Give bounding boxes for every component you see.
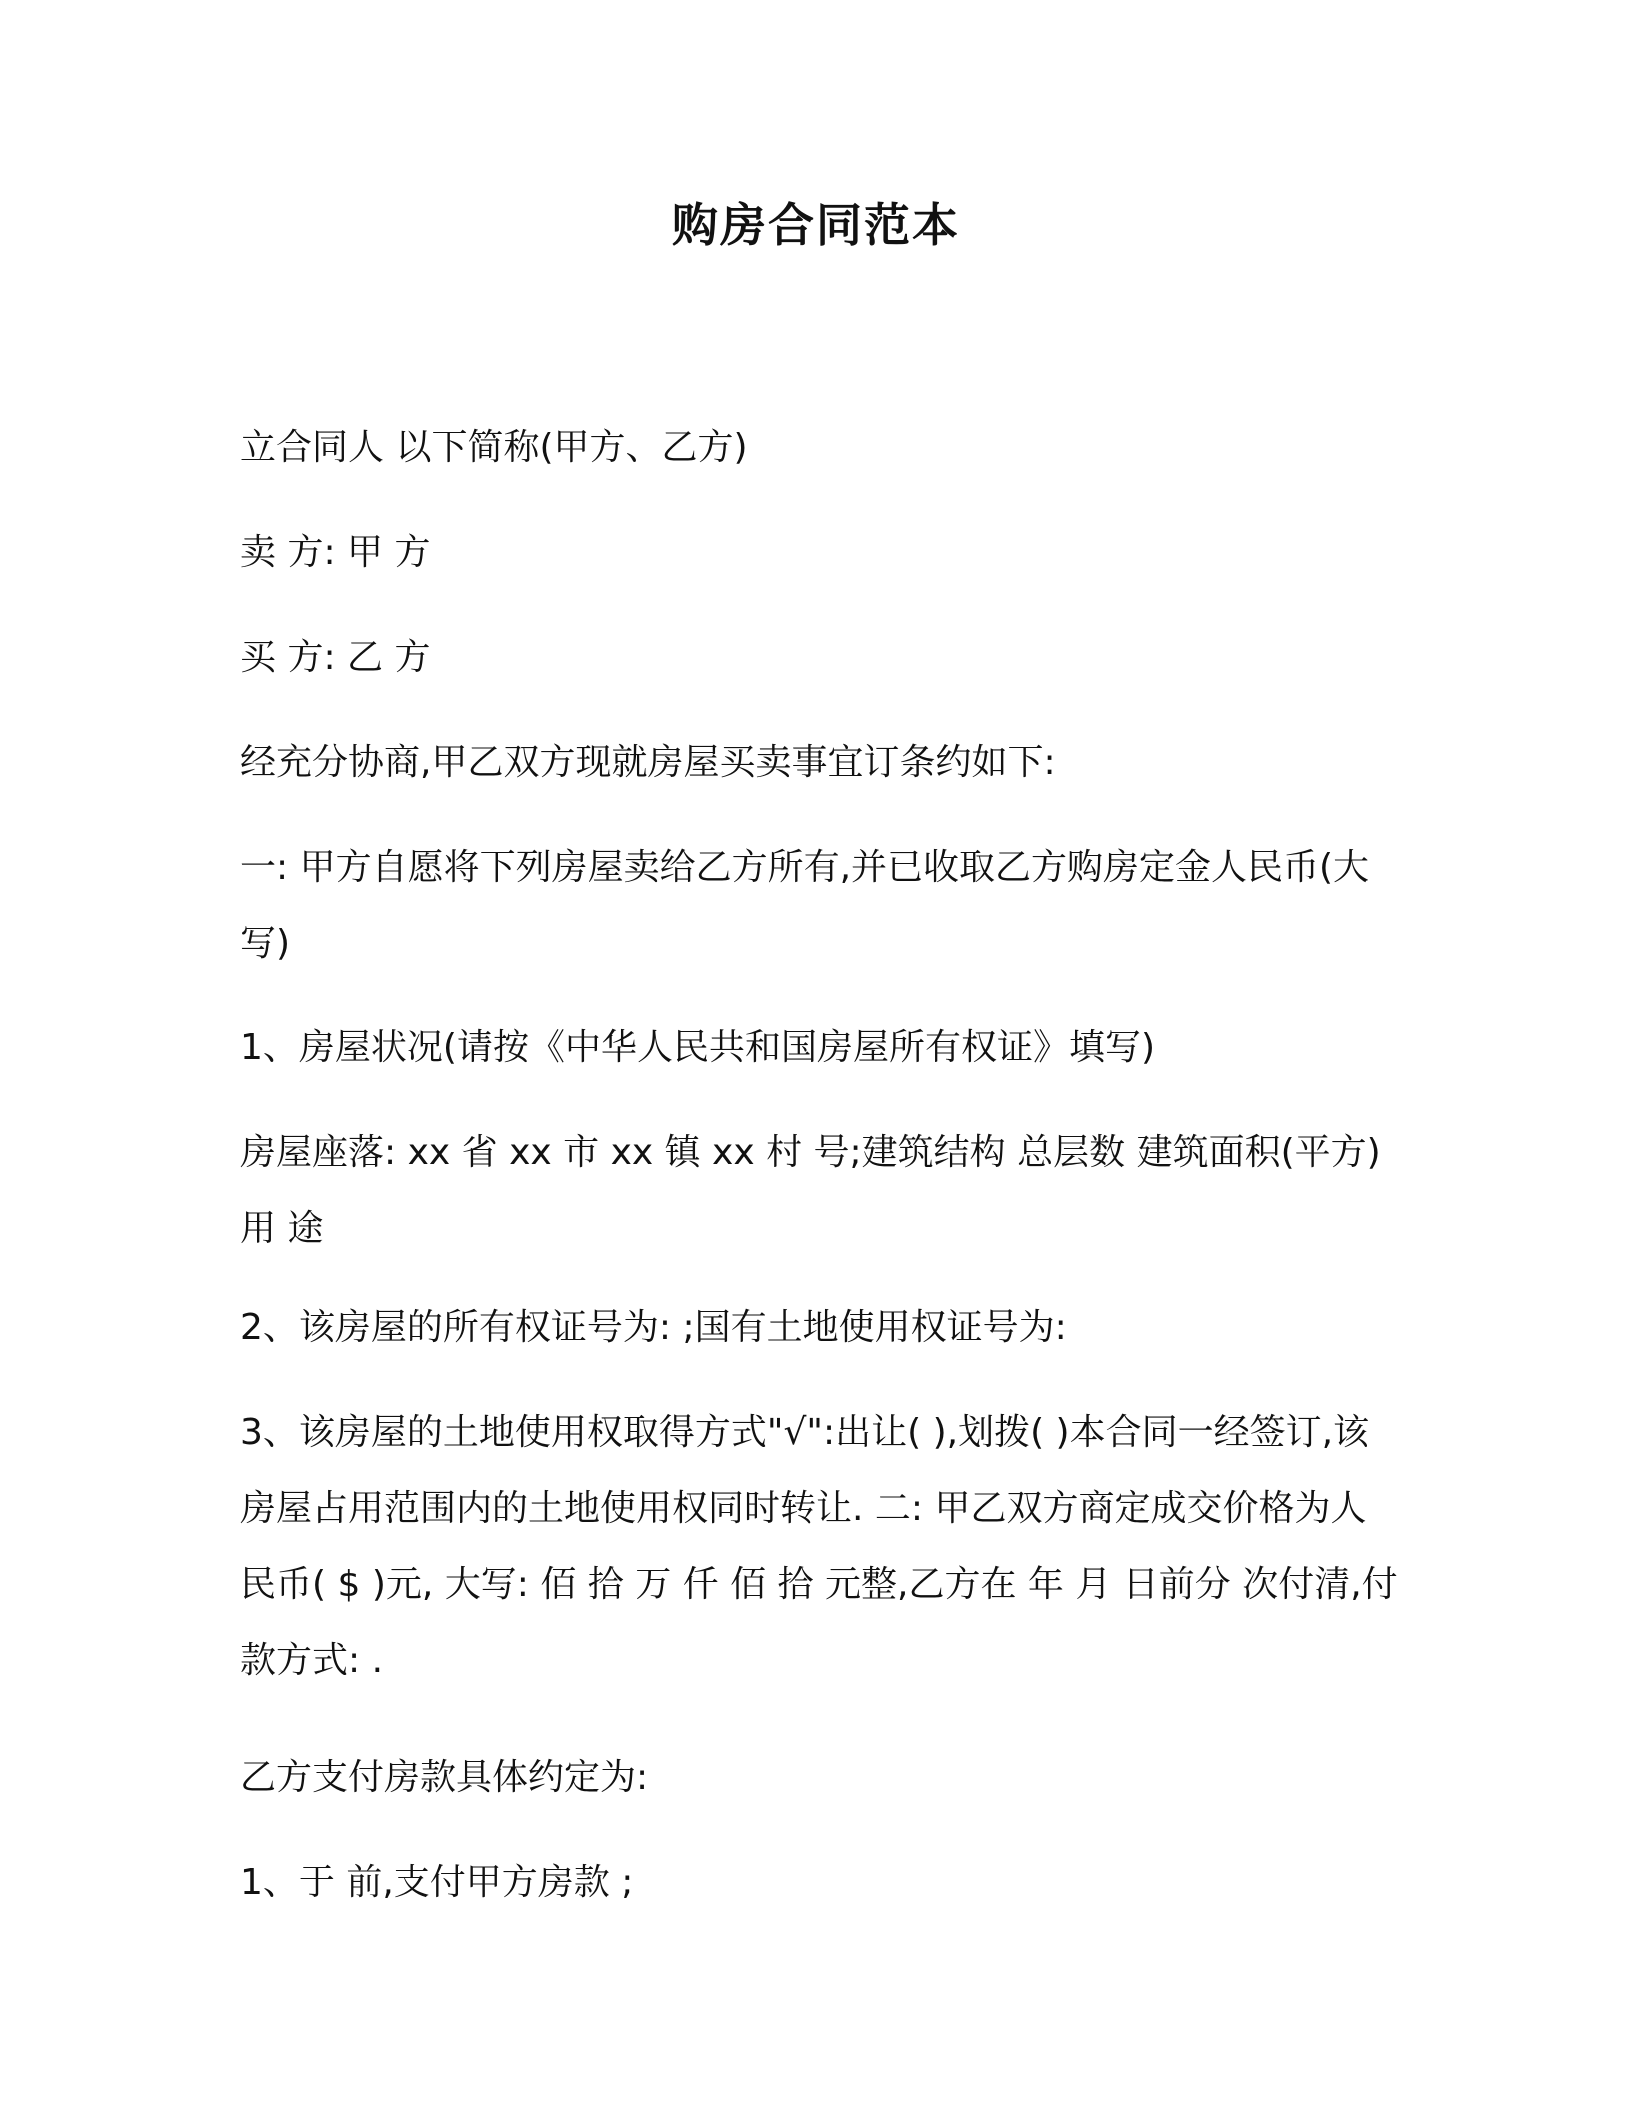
paragraph-payment-item-one: 1、于 前,支付甲方房款 ;: [240, 1862, 634, 1903]
paragraph-house-location: 房屋座落: xx 省 xx 市 xx 镇 xx 村 号;建筑结构 总层数 建筑面积(平方)用 途: [240, 1132, 1381, 1249]
paragraph-agreement-intro: 经充分协商,甲乙双方现就房屋买卖事宜订条约如下:: [240, 742, 1056, 783]
document-title: 购房合同范本: [672, 198, 960, 252]
paragraph-land-use-and-price: 3、该房屋的土地使用权取得方式"√":出让( ),划拨( )本合同一经签订,该房屋占用范围内的土地使用权同时转让. 二: 甲乙双方商定成交价格为人民币( $ )元, 大写: 佰 拾 万 仟 佰 拾 元整,乙方在 年 月 日前分 次付清,付款方式: .: [240, 1412, 1398, 1681]
paragraph-ownership-certificate: 2、该房屋的所有权证号为: ;国有土地使用权证号为:: [240, 1307, 1067, 1348]
paragraph-payment-terms: 乙方支付房款具体约定为:: [240, 1757, 649, 1798]
paragraph-clause-one: 一: 甲方自愿将下列房屋卖给乙方所有,并已收取乙方购房定金人民币(大写): [240, 847, 1370, 964]
paragraph-buyer: 买 方: 乙 方: [240, 637, 431, 678]
paragraph-seller: 卖 方: 甲 方: [240, 532, 431, 573]
paragraph-parties: 立合同人 以下简称(甲方、乙方): [240, 427, 748, 468]
paragraph-house-status: 1、房屋状况(请按《中华人民共和国房屋所有权证》填写): [240, 1027, 1155, 1068]
